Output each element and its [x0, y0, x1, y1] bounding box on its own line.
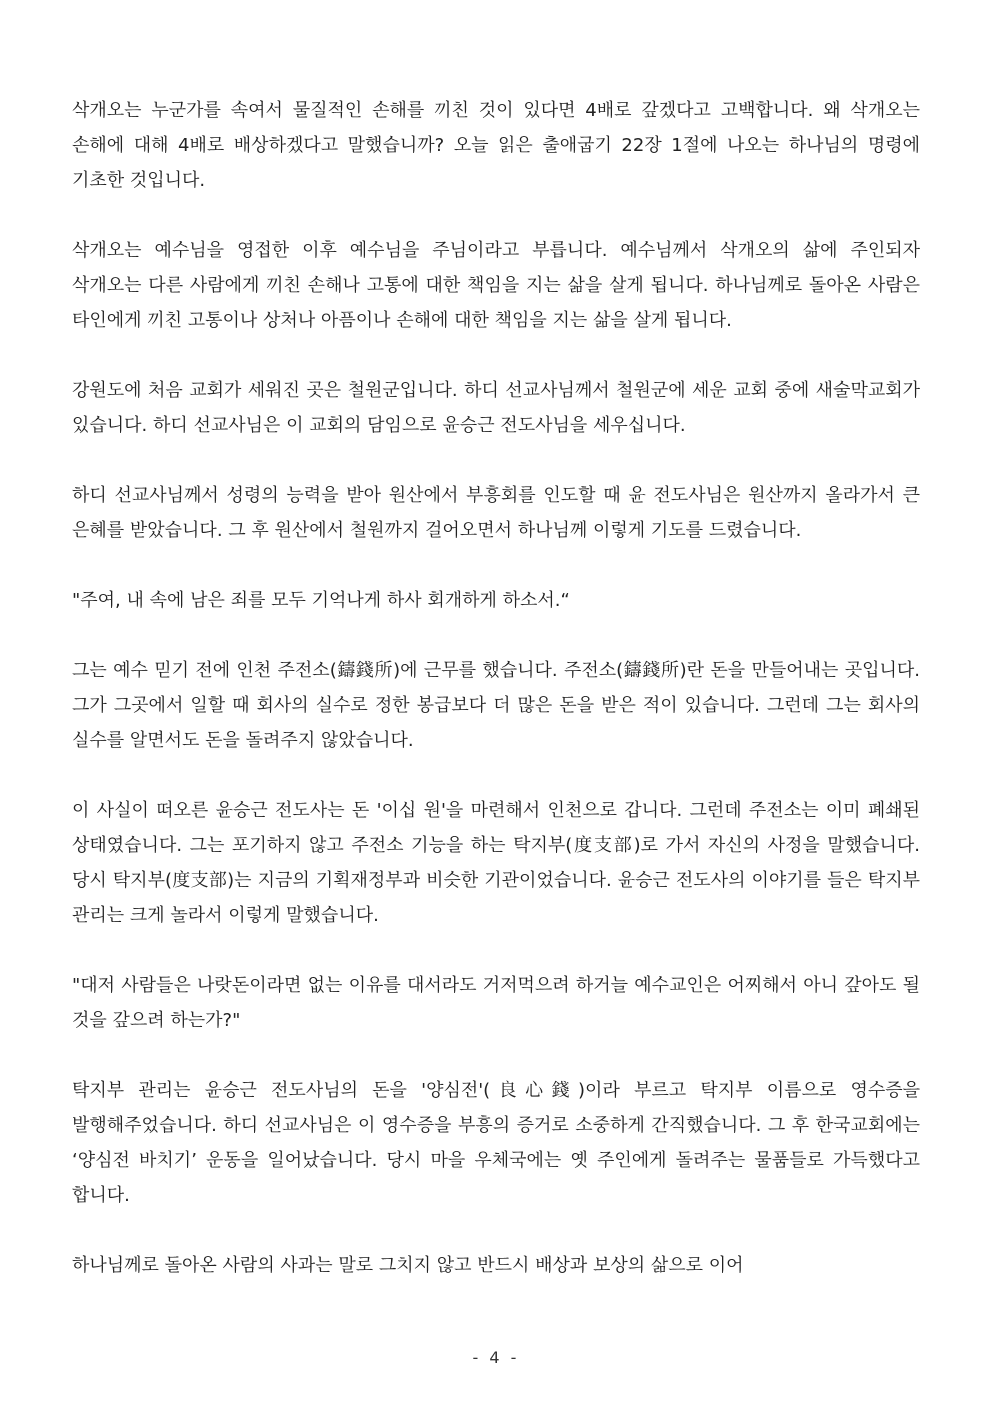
- document-body: [72, 93, 920, 1283]
- paragraph: 하나님께로 돌아온 사람의 사과는 말로 그치지 않고 반드시 배상과 보상의 삶으로 이어: [72, 1255, 744, 1276]
- page-number: - 4 -: [472, 1348, 520, 1367]
- paragraph: 삭개오는 누군가를 속여서 물질적인 손해를 끼친 것이 있다면 4배로 갚겠다고 고백합니다. 왜 삭개오는 손해에 대해 4배로 배상하겠다고 말했습니까? 오늘 읽은 출애굽기 22장 1절에 나오는 하나님의 명령에 기초한 것입니다.: [72, 100, 920, 191]
- quote-paragraph: "대저 사람들은 나랏돈이라면 없는 이유를 대서라도 거저먹으려 하거늘 예수교인은 어찌해서 아니 갚아도 될 것을 갚으려 하는가?": [72, 975, 920, 1031]
- quote-paragraph: "주여, 내 속에 남은 죄를 모두 기억나게 하사 회개하게 하소서.“: [72, 590, 570, 611]
- paragraph: 삭개오는 예수님을 영접한 이후 예수님을 주님이라고 부릅니다. 예수님께서 삭개오의 삶에 주인되자 삭개오는 다른 사람에게 끼친 손해나 고통에 대한 책임을 지는 삶을 살게 됩니다. 하나님께로 돌아온 사람은 타인에게 끼친 고통이나 상처나 아픔이나 손해에 대한 책임을 지는 삶을 살게 됩니다.: [72, 240, 920, 331]
- paragraph: 하디 선교사님께서 성령의 능력을 받아 원산에서 부흥회를 인도할 때 윤 전도사님은 원산까지 올라가서 큰 은혜를 받았습니다. 그 후 원산에서 철원까지 걸어오면서 하나님께 이렇게 기도를 드렸습니다.: [72, 485, 920, 541]
- paragraph: 탁지부 관리는 윤승근 전도사님의 돈을 '양심전'(良心錢)이라 부르고 탁지부 이름으로 영수증을 발행해주었습니다. 하디 선교사님은 이 영수증을 부흥의 증거로 소중하게 간직했습니다. 그 후 한국교회에는 ‘양심전 바치기’ 운동을 일어났습니다. 당시 마을 우체국에는 옛 주인에게 돌려주는 물품들로 가득했다고 합니다.: [72, 1080, 920, 1206]
- paragraph: 그는 예수 믿기 전에 인천 주전소(鑄錢所)에 근무를 했습니다. 주전소(鑄錢所)란 돈을 만들어내는 곳입니다. 그가 그곳에서 일할 때 회사의 실수로 정한 봉급보다 더 많은 돈을 받은 적이 있습니다. 그런데 그는 회사의 실수를 알면서도 돈을 돌려주지 않았습니다.: [72, 660, 920, 751]
- paragraph: 이 사실이 떠오른 윤승근 전도사는 돈 '이십 원'을 마련해서 인천으로 갑니다. 그런데 주전소는 이미 폐쇄된 상태였습니다. 그는 포기하지 않고 주전소 기능을 하는 탁지부(度支部)로 가서 자신의 사정을 말했습니다. 당시 탁지부(度支部)는 지금의 기획재정부과 비슷한 기관이었습니다. 윤승근 전도사의 이야기를 들은 탁지부 관리는 크게 놀라서 이렇게 말했습니다.: [72, 800, 920, 926]
- paragraph: 강원도에 처음 교회가 세워진 곳은 철원군입니다. 하디 선교사님께서 철원군에 세운 교회 중에 새술막교회가 있습니다. 하디 선교사님은 이 교회의 담임으로 윤승근 전도사님을 세우십니다.: [72, 380, 920, 436]
